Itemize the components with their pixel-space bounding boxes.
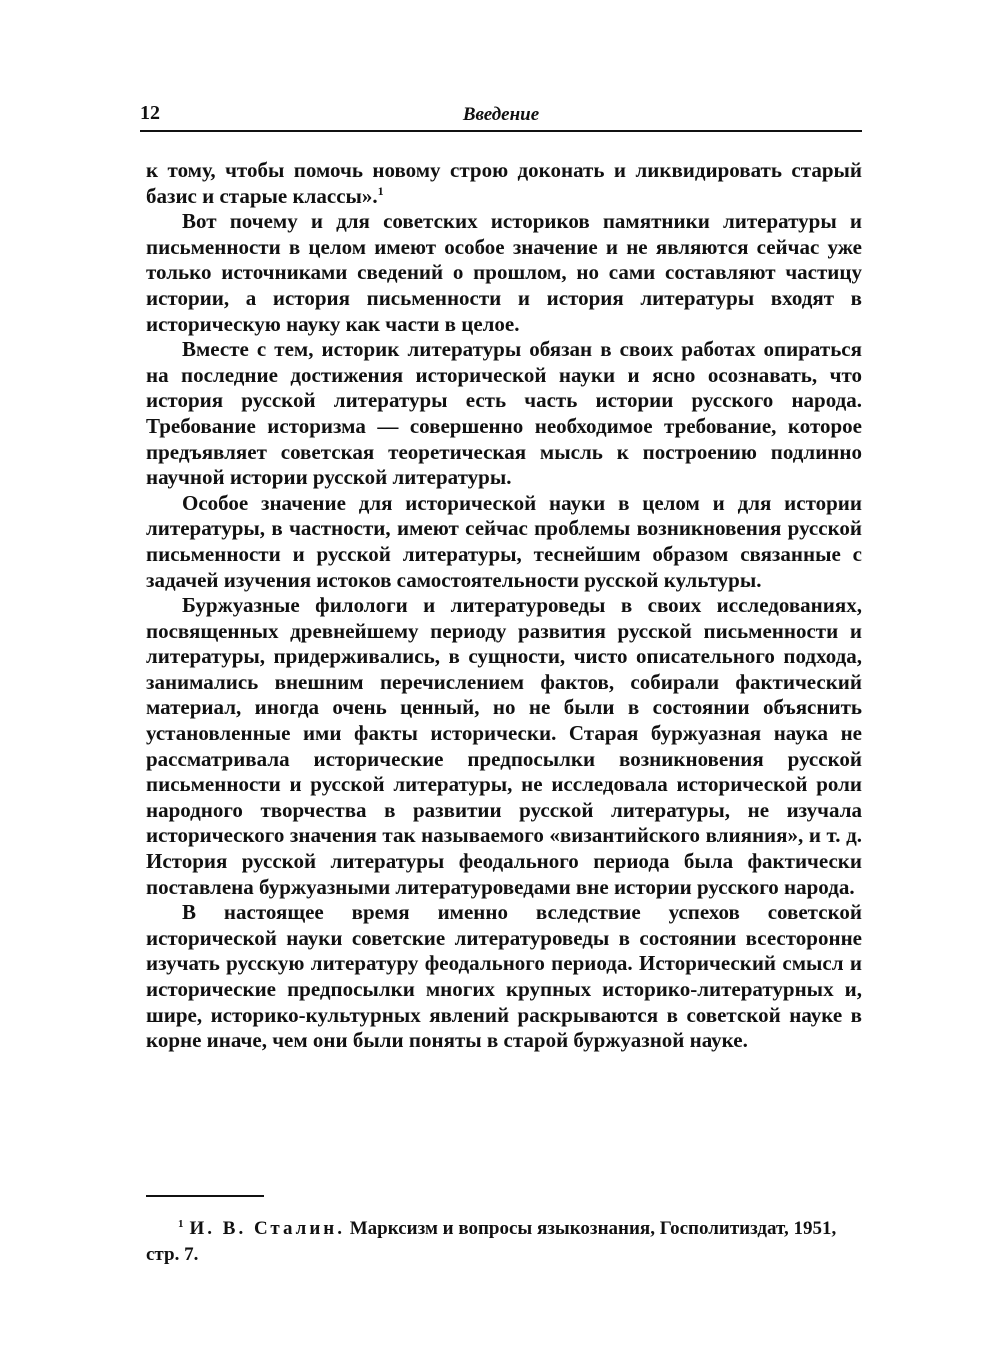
paragraph-1-text: к тому, чтобы помочь новому строю доконать и ликвидировать старый базис и старые классы». bbox=[146, 158, 862, 208]
paragraph-1 bbox=[146, 158, 862, 209]
page-number: 12 bbox=[140, 102, 160, 124]
footnote-citation: Марксизм и вопросы языкознания, Госполитиздат, 1951, стр. 7. bbox=[146, 1218, 837, 1265]
footnote-author: И. В. Сталин. bbox=[189, 1218, 345, 1239]
paragraph-3: Вместе с тем, историк литературы обязан в своих работах опираться на последние достижения исторической науки и ясно осознавать, что история русской литературы есть часть истории русского народа. Требование историзма — совершенно необходимое требование, которое предъявляет советская теоретическая мысль к построению подлинно научной истории русской литературы. bbox=[146, 337, 862, 490]
paragraph-2: Вот почему и для советских историков памятники литературы и письменности в целом имеют особое значение и не являются сейчас уже только источниками сведений о прошлом, но сами составляют частицу истории, а история письменности и история литературы входят в историческую науку как части в целое. bbox=[146, 209, 862, 336]
paragraph-5: Буржуазные филологи и литературоведы в своих исследованиях, посвященных древнейшему периоду развития русской письменности и литературы, придерживались, в сущности, чисто описательного подхода, занимались внешним перечислением фактов, собирали фактический материал, иногда очень ценный, но не были в состоянии объяснить установленные ими факты исторически. Старая буржуазная наука не рассматривала исторические предпосылки возникновения русской письменности и русской литературы, не исследовала исторической роли народного творчества в развитии русской литературы, не изучала исторического значения так называемого «византийского влияния», и т. д. История русской литературы феодального периода была фактически поставлена буржуазными литературоведами вне истории русского народа. bbox=[146, 593, 862, 899]
footnote-reference: 1 bbox=[377, 183, 384, 198]
footnote-mark: 1 bbox=[178, 1217, 184, 1230]
body-text bbox=[146, 158, 862, 1054]
footnote-divider bbox=[146, 1195, 264, 1197]
page-header bbox=[140, 100, 862, 132]
footnote bbox=[146, 1216, 862, 1268]
running-title: Введение bbox=[462, 104, 540, 125]
paragraph-4: Особое значение для исторической науки в целом и для истории литературы, в частности, имеют сейчас проблемы возникновения русской письменности и русской литературы, теснейшим образом связанные с задачей изучения истоков самостоятельности русской культуры. bbox=[146, 490, 862, 592]
paragraph-6: В настоящее время именно вследствие успехов советской исторической науки советские литературоведы в состоянии всесторонне изучать русскую литературу феодального периода. Исторический смысл и исторические предпосылки многих крупных историко-литературных и, шире, историко-культурных явлений раскрываются в советской науке в корне иначе, чем они были поняты в старой буржуазной науке. bbox=[146, 900, 862, 1053]
